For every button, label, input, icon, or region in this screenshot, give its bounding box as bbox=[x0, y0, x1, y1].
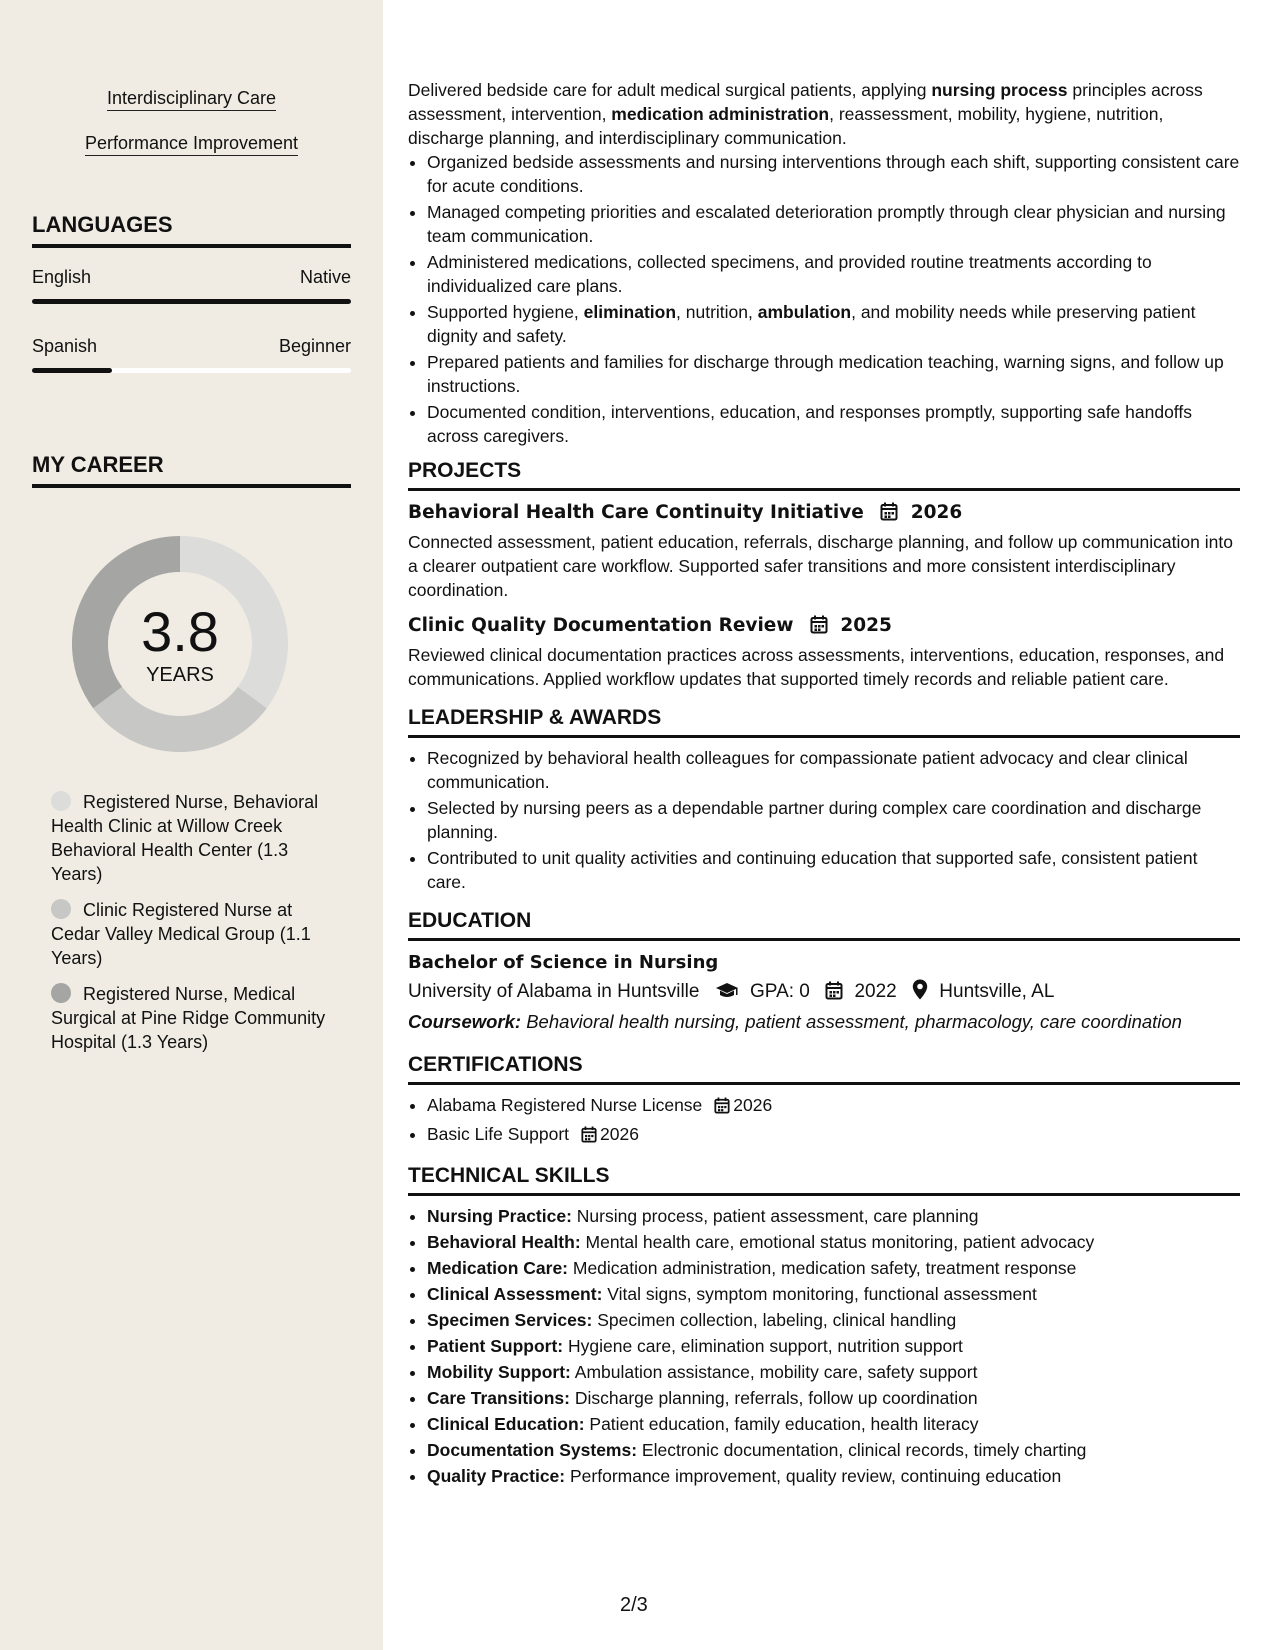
skill-details: Vital signs, symptom monitoring, functional assessment bbox=[602, 1284, 1037, 1304]
skill-category: Clinical Education: bbox=[427, 1414, 585, 1434]
skill-details: Patient education, family education, health literacy bbox=[584, 1414, 979, 1434]
donut-segment bbox=[108, 698, 253, 734]
legend-dot bbox=[51, 983, 71, 1003]
project-year: 2025 bbox=[840, 615, 892, 636]
project-description: Connected assessment, patient education, referrals, discharge planning, and follow up communication into a clearer outpatient care workflow. Supported safer transitions and more consistent interdisciplinary coordination. bbox=[408, 532, 1233, 600]
technical-skill-item bbox=[427, 1386, 1240, 1410]
skill-details: Mental health care, emotional status monitoring, patient advocacy bbox=[580, 1232, 1095, 1252]
technical-skill-item bbox=[427, 1334, 1240, 1358]
coursework-label: Coursework: bbox=[408, 1011, 522, 1032]
language-name: Spanish bbox=[32, 336, 98, 356]
graduation-year: 2022 bbox=[854, 981, 897, 1002]
career-donut bbox=[66, 530, 294, 758]
career-years-unit: YEARS bbox=[146, 664, 214, 686]
certification-year: 2026 bbox=[600, 1124, 639, 1144]
language-name: English bbox=[32, 267, 92, 287]
certification-name: Basic Life Support bbox=[427, 1124, 570, 1144]
skill-category: Quality Practice: bbox=[427, 1466, 566, 1486]
calendar-icon bbox=[581, 1125, 597, 1149]
project-name: Clinic Quality Documentation Review bbox=[408, 615, 794, 636]
leadership-item: • Recognized by behavioral health colleagues for compassionate patient advocacy and clear clinical communication. bbox=[427, 746, 1240, 794]
coursework-text: Behavioral health nursing, patient assessment, pharmacology, care coordination bbox=[526, 1011, 1182, 1032]
skill-details: Ambulation assistance, mobility care, safety support bbox=[570, 1362, 978, 1382]
experience-bullet: • Documented condition, interventions, education, and responses promptly, supporting safe handoffs across caregivers. bbox=[427, 400, 1240, 448]
project-name: Behavioral Health Care Continuity Initiative bbox=[408, 502, 864, 523]
page-number: 2/3 bbox=[620, 1594, 648, 1616]
skill-category: Clinical Assessment: bbox=[427, 1284, 603, 1304]
school-name: University of Alabama in Huntsville bbox=[408, 981, 700, 1002]
skill-category: Mobility Support: bbox=[427, 1362, 571, 1382]
experience-bullet: • Prepared patients and families for discharge through medication teaching, warning signs, and follow up instructions. bbox=[427, 350, 1240, 398]
skill-details: Hygiene care, elimination support, nutrition support bbox=[563, 1336, 963, 1356]
experience-bullets bbox=[408, 150, 1240, 448]
school-location: Huntsville, AL bbox=[939, 981, 1055, 1002]
certification-item bbox=[427, 1093, 1240, 1120]
language-proficiency-bar bbox=[32, 299, 351, 304]
technical-skill-item bbox=[427, 1412, 1240, 1436]
leadership-item: • Contributed to unit quality activities and continuing education that supported safe, consistent patient care. bbox=[427, 846, 1240, 894]
project-title bbox=[408, 612, 1240, 643]
technical-skill-item bbox=[427, 1230, 1240, 1254]
degree-title: Bachelor of Science in Nursing bbox=[408, 952, 719, 973]
sidebar bbox=[0, 0, 383, 1650]
graduation-cap-icon bbox=[715, 980, 739, 1010]
skill-details: Nursing process, patient assessment, care planning bbox=[571, 1206, 979, 1226]
leadership-list bbox=[408, 746, 1240, 894]
technical-skills-list bbox=[408, 1204, 1240, 1488]
education-heading: EDUCATION bbox=[408, 908, 1240, 941]
main-content bbox=[408, 78, 1240, 1490]
language-proficiency-bar bbox=[32, 368, 351, 373]
technical-skills-heading: TECHNICAL SKILLS bbox=[408, 1163, 1240, 1196]
skill-category: Medication Care: bbox=[427, 1258, 568, 1278]
project-title bbox=[408, 499, 1240, 530]
gpa: GPA: 0 bbox=[750, 981, 810, 1002]
experience-summary: Delivered bedside care for adult medical surgical patients, applying nursing process principles across assessment, intervention, medication administration, reassessment, mobility, hygiene, nutrition, discharge planning, and interdisciplinary communication. bbox=[408, 80, 1203, 148]
technical-skill-item bbox=[427, 1438, 1240, 1462]
skill-label: Performance Improvement bbox=[85, 133, 298, 156]
language-level: Beginner bbox=[278, 336, 351, 356]
career-legend-item bbox=[51, 898, 341, 970]
technical-skill-item bbox=[427, 1464, 1240, 1488]
career-legend bbox=[51, 790, 341, 1066]
skill-item bbox=[0, 88, 383, 109]
skill-item bbox=[0, 133, 383, 154]
certification-item bbox=[427, 1122, 1240, 1149]
career-legend-item bbox=[51, 790, 341, 886]
certification-year: 2026 bbox=[733, 1095, 773, 1115]
skill-label: Interdisciplinary Care bbox=[107, 88, 276, 111]
certification-name: Alabama Registered Nurse License bbox=[427, 1095, 703, 1115]
education-meta bbox=[408, 977, 1240, 1010]
language-row bbox=[32, 267, 351, 288]
calendar-icon bbox=[880, 502, 898, 530]
project-description: Reviewed clinical documentation practices across assessments, interventions, education, responses, and communications. Applied workflow updates that supported timely records and reliable patient care. bbox=[408, 645, 1225, 689]
skill-category: Behavioral Health: bbox=[427, 1232, 581, 1252]
language-proficiency-fill bbox=[32, 368, 112, 373]
technical-skill-item bbox=[427, 1256, 1240, 1280]
location-pin-icon bbox=[912, 979, 928, 1010]
career-legend-text: Registered Nurse, Behavioral Health Clinic at Willow Creek Behavioral Health Center (1.3 Years) bbox=[51, 792, 319, 884]
language-row bbox=[32, 336, 351, 357]
career-heading: MY CAREER bbox=[32, 452, 351, 488]
career-legend-text: Registered Nurse, Medical Surgical at Pine Ridge Community Hospital (1.3 Years) bbox=[51, 984, 326, 1052]
calendar-icon bbox=[714, 1096, 730, 1120]
leadership-heading: LEADERSHIP & AWARDS bbox=[408, 705, 1240, 738]
skill-details: Specimen collection, labeling, clinical handling bbox=[592, 1310, 957, 1330]
legend-dot bbox=[51, 791, 71, 811]
leadership-item: • Selected by nursing peers as a dependable partner during complex care coordination and discharge planning. bbox=[427, 796, 1240, 844]
skill-category: Care Transitions: bbox=[427, 1388, 570, 1408]
experience-bullet: • Administered medications, collected specimens, and provided routine treatments according to individualized care plans. bbox=[427, 250, 1240, 298]
technical-skill-item bbox=[427, 1360, 1240, 1384]
languages-heading: LANGUAGES bbox=[32, 212, 351, 248]
experience-bullet: • Organized bedside assessments and nursing interventions through each shift, supporting consistent care for acute conditions. bbox=[427, 150, 1240, 198]
projects-heading: PROJECTS bbox=[408, 458, 1240, 491]
skill-category: Nursing Practice: bbox=[427, 1206, 572, 1226]
coursework bbox=[408, 1010, 1240, 1034]
skill-category: Documentation Systems: bbox=[427, 1440, 638, 1460]
legend-dot bbox=[51, 899, 71, 919]
calendar-icon bbox=[810, 615, 828, 643]
experience-bullet: • Managed competing priorities and escalated deterioration promptly through clear physician and nursing team communication. bbox=[427, 200, 1240, 248]
skill-details: Discharge planning, referrals, follow up coordination bbox=[569, 1388, 978, 1408]
skill-category: Specimen Services: bbox=[427, 1310, 593, 1330]
technical-skill-item bbox=[427, 1308, 1240, 1332]
skill-details: Electronic documentation, clinical records, timely charting bbox=[637, 1440, 1087, 1460]
calendar-icon bbox=[825, 980, 843, 1010]
skill-details: Medication administration, medication safety, treatment response bbox=[568, 1258, 1077, 1278]
experience-bullet: • Supported hygiene, elimination, nutrition, ambulation, and mobility needs while preserving patient dignity and safety. bbox=[427, 300, 1240, 348]
career-years-value: 3.8 bbox=[141, 600, 219, 663]
technical-skill-item bbox=[427, 1282, 1240, 1306]
skill-category: Patient Support: bbox=[427, 1336, 564, 1356]
technical-skill-item bbox=[427, 1204, 1240, 1228]
certifications-heading: CERTIFICATIONS bbox=[408, 1052, 1240, 1085]
career-legend-item bbox=[51, 982, 341, 1054]
language-level: Native bbox=[299, 267, 351, 287]
project-year: 2026 bbox=[910, 502, 963, 523]
skill-details: Performance improvement, quality review, continuing education bbox=[565, 1466, 1062, 1486]
certification-list bbox=[408, 1093, 1240, 1149]
language-proficiency-fill bbox=[32, 299, 351, 304]
career-legend-text: Clinic Registered Nurse at Cedar Valley Medical Group (1.1 Years) bbox=[51, 900, 311, 968]
